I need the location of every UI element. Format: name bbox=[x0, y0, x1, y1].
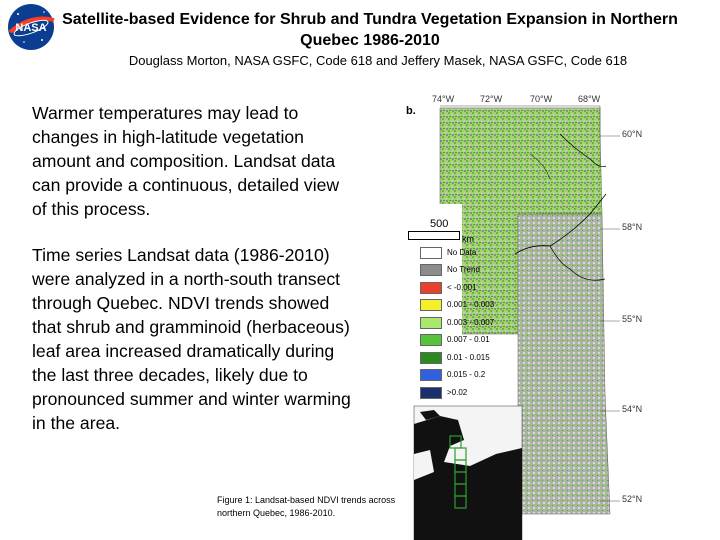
figure-caption: Figure 1: Landsat-based NDVI trends across northern Quebec, 1986-2010. bbox=[217, 495, 396, 518]
scale-bar bbox=[408, 231, 460, 240]
legend-swatch bbox=[420, 299, 442, 311]
legend-label: < -0.001 bbox=[447, 282, 477, 292]
lon-label-72w: 72°W bbox=[480, 94, 503, 104]
legend-swatch bbox=[420, 317, 442, 329]
panel-label: b. bbox=[406, 105, 416, 117]
legend-label: 0.015 - 0.2 bbox=[447, 370, 486, 380]
legend-item bbox=[420, 367, 494, 385]
legend-swatch bbox=[420, 387, 442, 399]
legend-label: No Trend bbox=[447, 265, 480, 275]
legend-swatch bbox=[420, 264, 442, 276]
intro-paragraph: Warmer temperatures may lead to changes in high-latitude vegetation amount and composition. Landsat data can provide a continuous, detailed view of this process. bbox=[32, 103, 340, 219]
legend-item bbox=[420, 244, 494, 262]
lat-label-52n: 52°N bbox=[622, 494, 643, 504]
map-legend bbox=[420, 244, 494, 402]
legend-item bbox=[420, 314, 494, 332]
method-paragraph: Time series Landsat data (1986-2010) were analyzed in a north-south transect through Quebec. NDVI trends showed that shrub and gramminoid (herbaceous) leaf area increased dramatically during the last three decades, likely due to pronounced summer and winter warming in the area. bbox=[32, 245, 351, 433]
legend-swatch bbox=[420, 247, 442, 259]
legend-item bbox=[420, 384, 494, 402]
legend-swatch bbox=[420, 352, 442, 364]
legend-item bbox=[420, 332, 494, 350]
lon-label-74w: 74°W bbox=[432, 94, 455, 104]
legend-item bbox=[420, 279, 494, 297]
legend-swatch bbox=[420, 369, 442, 381]
legend-label: 0.003 - 0.007 bbox=[447, 317, 495, 327]
lat-label-58n: 58°N bbox=[622, 222, 643, 232]
legend-item bbox=[420, 262, 494, 280]
lat-label-55n: 55°N bbox=[622, 314, 643, 324]
legend-label: >0.02 bbox=[447, 387, 468, 397]
legend-label: No Data bbox=[447, 247, 477, 257]
legend-item bbox=[420, 297, 494, 315]
legend-item bbox=[420, 349, 494, 367]
ndvi-trend-map bbox=[400, 94, 720, 540]
lat-label-60n: 60°N bbox=[622, 129, 643, 139]
svg-text:NASA: NASA bbox=[15, 22, 47, 34]
legend-label: 0.01 - 0.015 bbox=[447, 352, 490, 362]
legend-label: 0.001 - 0.003 bbox=[447, 300, 495, 310]
lon-label-70w: 70°W bbox=[530, 94, 553, 104]
page-title: Satellite-based Evidence for Shrub and Tundra Vegetation Expansion in Northern Quebec 1986-2010 bbox=[62, 11, 678, 49]
scale-value: 500 bbox=[430, 218, 449, 230]
lat-label-54n: 54°N bbox=[622, 404, 643, 414]
legend-label: 0.007 - 0.01 bbox=[447, 335, 490, 345]
legend-swatch bbox=[420, 334, 442, 346]
lon-label-68w: 68°W bbox=[578, 94, 601, 104]
scale-unit: km bbox=[462, 234, 474, 244]
authors-line: Douglass Morton, NASA GSFC, Code 618 and Jeffery Masek, NASA GSFC, Code 618 bbox=[128, 53, 628, 68]
nasa-logo bbox=[4, 2, 58, 52]
legend-swatch bbox=[420, 282, 442, 294]
